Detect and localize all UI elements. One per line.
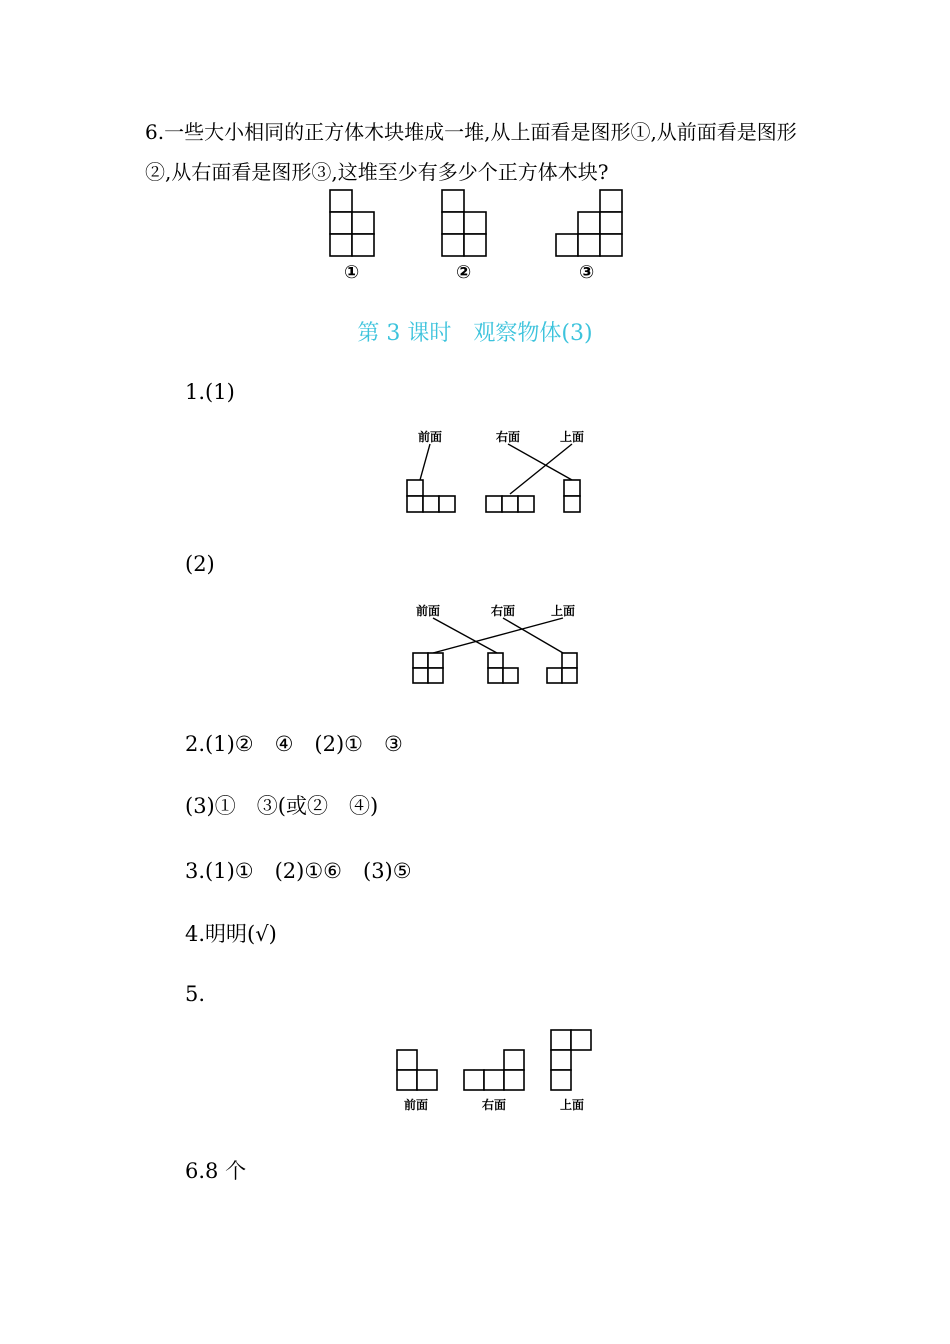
label-front-2: 前面 <box>416 604 441 618</box>
label-front-1: 前面 <box>418 430 443 444</box>
answer-2-line-1: 2.(1)② ④ (2)① ③ <box>185 732 403 756</box>
label-front-5: 前面 <box>404 1098 429 1112</box>
question-figure-1 <box>330 190 376 258</box>
answer-6: 6.8 个 <box>185 1159 247 1183</box>
answer-5-diagram <box>395 1028 595 1096</box>
section-title: 第 3 课时 观察物体(3) <box>357 321 593 346</box>
answer-2-line-2: (3)① ③(或② ④) <box>185 794 379 818</box>
figure-label-2: ② <box>456 262 472 283</box>
label-top-1: 上面 <box>560 430 585 444</box>
label-top-5: 上面 <box>560 1098 585 1112</box>
question-figure-3 <box>556 190 624 258</box>
question-line-2: ②,从右面看是图形③,这堆至少有多少个正方体木块? <box>145 160 609 184</box>
answer-1-2: (2) <box>185 552 215 576</box>
answer-4: 4.明明(√) <box>185 922 277 946</box>
answer-3: 3.(1)① (2)①⑥ (3)⑤ <box>185 859 412 883</box>
answer-1-2-diagram <box>405 615 585 690</box>
answer-1-1-diagram <box>400 440 590 515</box>
label-right-2: 右面 <box>491 604 516 618</box>
question-figure-2 <box>442 190 488 258</box>
label-right-1: 右面 <box>496 430 521 444</box>
figure-label-1: ① <box>344 262 360 283</box>
answer-1-1: 1.(1) <box>185 380 235 404</box>
figure-label-3: ③ <box>579 262 595 283</box>
question-line-1: 6.一些大小相同的正方体木块堆成一堆,从上面看是图形①,从前面看是图形 <box>145 120 797 144</box>
answer-5: 5. <box>185 982 206 1006</box>
label-top-2: 上面 <box>551 604 576 618</box>
label-right-5: 右面 <box>482 1098 507 1112</box>
